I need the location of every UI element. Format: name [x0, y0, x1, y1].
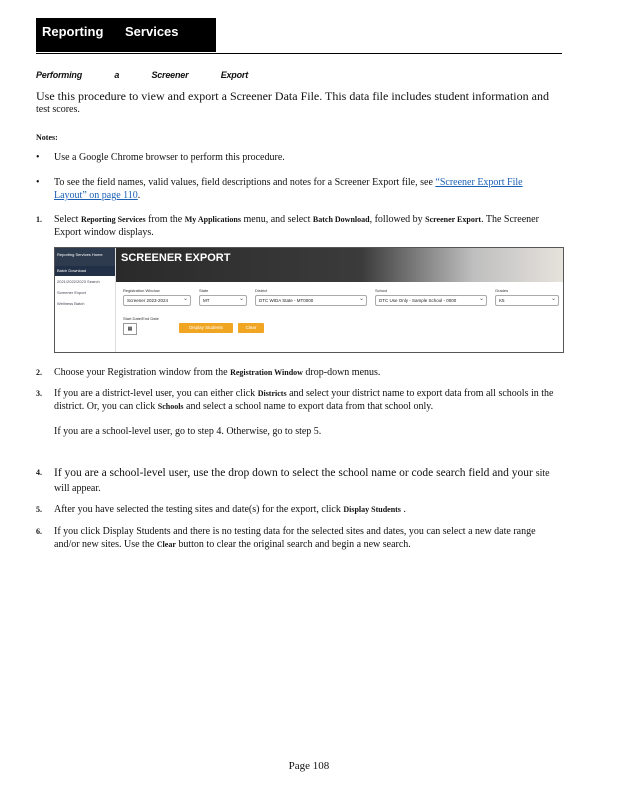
note-text	[54, 176, 554, 202]
page-banner: SCREENER EXPORT	[116, 248, 563, 282]
step-number: 3.	[36, 389, 42, 398]
sidebar-item-batch-download[interactable]: Batch Download	[55, 266, 115, 276]
title-word: Performing	[36, 70, 83, 80]
header-word-reporting: Reporting	[42, 24, 104, 39]
step-number: 6.	[36, 527, 42, 536]
step-text-part: .	[403, 504, 406, 515]
step-6	[36, 525, 556, 567]
step-text-part: menu, and select	[243, 214, 311, 225]
grades-filter	[495, 288, 559, 306]
ui-term: Screener Export	[425, 215, 482, 224]
note-item	[36, 176, 556, 204]
section-header	[36, 18, 216, 52]
registration-select[interactable]: Screener 2023-2024 ⌄	[123, 295, 191, 306]
step-text-part: drop-down menus.	[305, 367, 381, 378]
bullet-dot: •	[36, 152, 40, 163]
layout-link[interactable]: “Screener Export File Layout” on page 110	[54, 177, 523, 201]
filter-label: Registration Window	[123, 288, 160, 293]
intro-line: Use this procedure to view and export a Screener Data File. This data file includes student information and	[36, 89, 549, 103]
notes-label: Notes:	[36, 133, 58, 142]
step-text-part: Choose your Registration window from the	[54, 367, 228, 378]
step-text	[54, 387, 554, 438]
step-number: 1.	[36, 215, 42, 224]
step-text-part: . The Screener Export window displays.	[54, 214, 539, 238]
step-text	[54, 503, 554, 516]
note-text-part: .	[137, 190, 141, 201]
intro-line: test scores.	[36, 104, 80, 115]
screener-export-screenshot	[54, 247, 564, 353]
step-3	[36, 387, 556, 467]
ui-term: Registration Window	[230, 368, 303, 377]
step-text-part: site will appear.	[54, 468, 550, 494]
filter-label: District	[255, 288, 268, 293]
step-1	[36, 213, 556, 241]
step-text-part: If you click Display Students and there is no testing data for the selected sites and dates, you can select	[54, 526, 466, 537]
step-text-part: from all schools in the district. Or, you can click	[54, 388, 554, 412]
step-text	[54, 213, 554, 239]
ui-term: Schools	[157, 402, 184, 411]
step-text	[54, 466, 554, 496]
step-text-part: Select	[54, 214, 79, 225]
registration-filter	[123, 288, 191, 306]
filter-label: State	[199, 288, 209, 293]
step-4	[36, 466, 556, 494]
step-number: 5.	[36, 505, 42, 514]
sidebar-item[interactable]: Wellness Batch	[57, 301, 85, 306]
filter-label: School	[375, 288, 388, 293]
step-text-part: that school only.	[367, 401, 434, 412]
sidebar-item[interactable]: 2021/2022/2023 Search	[57, 279, 100, 284]
bullet-dot: •	[36, 177, 40, 188]
sidebar-item[interactable]: Screener Export	[57, 290, 86, 295]
step-text-part: and select a school name to export data from	[186, 401, 365, 412]
header-rule	[36, 53, 562, 54]
step-text	[54, 366, 554, 379]
step-text-part: button to clear the original search and begin a new	[178, 539, 381, 550]
state-filter	[199, 288, 247, 306]
intro-paragraph	[36, 89, 556, 117]
ui-term: Batch Download	[312, 215, 370, 224]
ui-term: My Applications	[184, 215, 241, 224]
district-filter	[255, 288, 367, 306]
ui-term: Districts	[257, 389, 287, 398]
step-text-part: a new date range and/or new sites. Use the	[54, 526, 536, 550]
district-select[interactable]: DTC WIDA State - MT0000 ⌄	[255, 295, 367, 306]
sidebar-title[interactable]: Reporting Services Home	[55, 248, 115, 266]
step-text-part: After you have selected the testing sites and date(s) for the export, click	[54, 504, 341, 515]
ui-term: Clear	[156, 540, 176, 549]
display-students-button[interactable]: Display Students	[179, 323, 233, 333]
ui-term: Display Students	[343, 505, 401, 514]
step-text-part: from the	[148, 214, 183, 225]
calendar-icon[interactable]: ▦	[123, 323, 137, 335]
filter-label: Grades	[495, 288, 509, 293]
step-number: 2.	[36, 368, 42, 377]
step-number: 4.	[36, 468, 42, 477]
title-word: a	[114, 70, 120, 80]
ui-term: Reporting Services	[80, 215, 146, 224]
procedure-title	[36, 70, 278, 80]
state-select[interactable]: MT ⌄	[199, 295, 247, 306]
step-text-part: If you are a district-level user, you can either click	[54, 388, 256, 399]
clear-button[interactable]: Clear	[238, 323, 264, 333]
app-sidebar	[55, 248, 116, 352]
step-text	[54, 525, 554, 551]
step-text-part: search.	[382, 539, 411, 550]
school-select[interactable]: DTC Use Only - Sample School - 0000 ⌄	[375, 295, 487, 306]
date-label: Start Date/End Date	[123, 316, 159, 321]
title-word: Export	[220, 70, 249, 80]
page-number: Page 108	[288, 760, 330, 772]
step-text-part: If you are a school-level user, go to step 4. Otherwise, go to step 5.	[54, 426, 322, 437]
filter-row	[123, 288, 559, 314]
step-text-part: If you are a school-level user, use the drop down to select the school name or code search field and your	[54, 467, 533, 479]
note-text: Use a Google Chrome browser to perform this procedure.	[54, 152, 285, 163]
school-filter	[375, 288, 487, 306]
step-text-part: and select your district name to export data	[289, 388, 462, 399]
header-word-services: Services	[125, 24, 179, 39]
grades-select[interactable]: K5 ⌄	[495, 295, 559, 306]
step-text-part: , followed by	[369, 214, 423, 225]
title-word: Screener	[151, 70, 189, 80]
note-text-part: To see the field names, valid values, field descriptions and notes for a Screener Export file, see	[54, 177, 433, 188]
